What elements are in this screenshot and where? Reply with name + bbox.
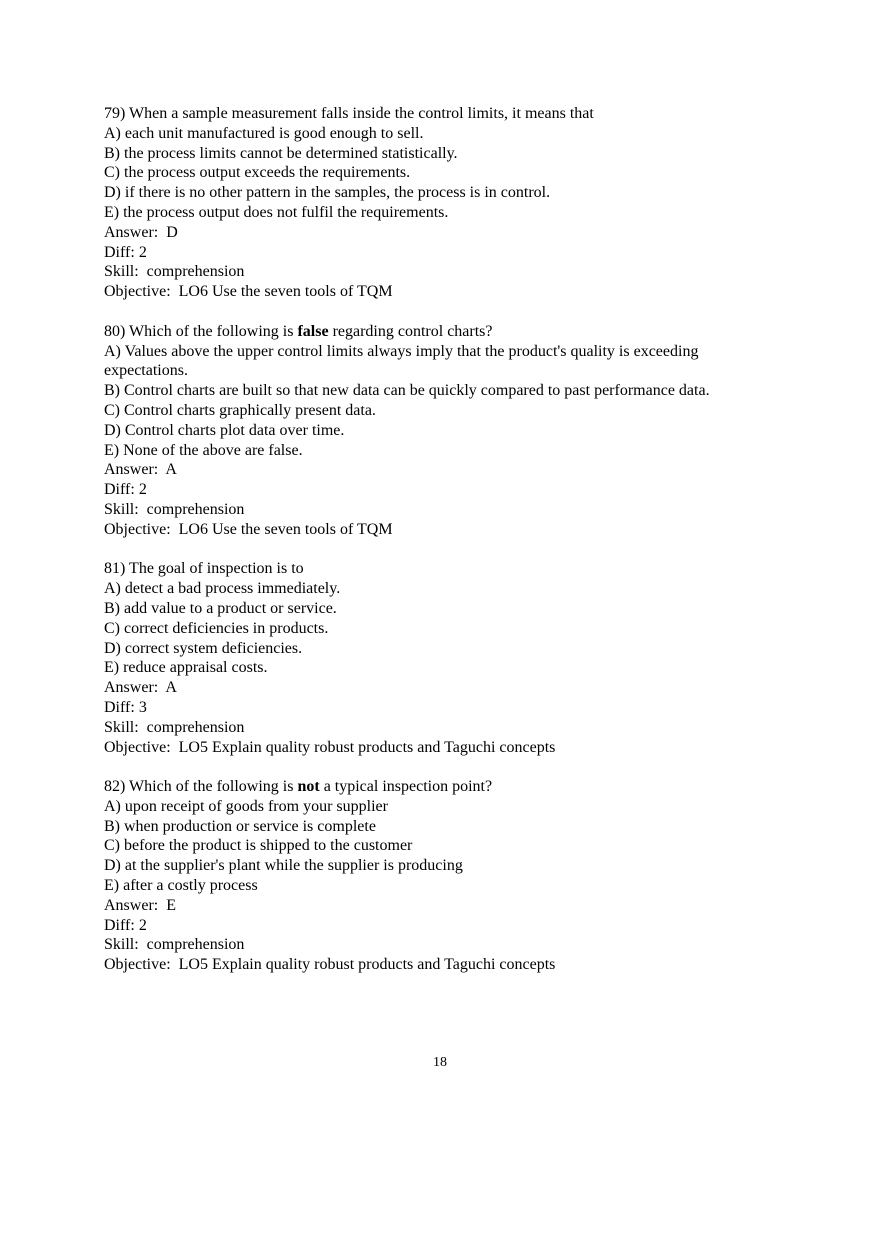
stem-emphasis: false — [297, 322, 329, 340]
objective-line: Objective: LO6 Use the seven tools of TQM — [104, 520, 393, 538]
option-c: C) the process output exceeds the requirements. — [104, 164, 411, 182]
option-b: B) Control charts are built so that new data can be quickly compared to past performance data. — [104, 382, 710, 400]
question-82 — [104, 777, 784, 975]
option-d: D) correct system deficiencies. — [104, 639, 303, 657]
option-a-continued: expectations. — [104, 362, 188, 380]
difficulty-line: Diff: 2 — [104, 481, 147, 499]
option-e: E) after a costly process — [104, 877, 258, 895]
option-c: C) Control charts graphically present data. — [104, 401, 376, 419]
stem-emphasis: not — [297, 778, 320, 796]
question-spacer — [104, 302, 784, 322]
option-b: B) the process limits cannot be determined statistically. — [104, 144, 458, 162]
option-c: C) correct deficiencies in products. — [104, 619, 329, 637]
stem-text-end: regarding control charts? — [328, 322, 493, 340]
stem-text: 81) The goal of inspection is to — [104, 560, 304, 578]
option-d: D) Control charts plot data over time. — [104, 421, 345, 439]
objective-line: Objective: LO5 Explain quality robust products and Taguchi concepts — [104, 738, 556, 756]
answer-line: Answer: E — [104, 896, 176, 914]
stem-text: 79) When a sample measurement falls inside the control limits, it means that — [104, 105, 594, 122]
question-stem — [104, 104, 784, 124]
stem-text: 80) Which of the following is — [104, 322, 298, 340]
question-stem — [104, 559, 784, 579]
option-e: E) reduce appraisal costs. — [104, 659, 268, 677]
option-a: A) detect a bad process immediately. — [104, 580, 341, 598]
skill-line: Skill: comprehension — [104, 263, 245, 281]
question-spacer — [104, 540, 784, 560]
stem-text: 82) Which of the following is — [104, 778, 298, 796]
question-list — [104, 104, 784, 975]
option-a: A) Values above the upper control limits always imply that the product's quality is exceeding — [104, 342, 699, 360]
option-b: B) when production or service is complete — [104, 817, 376, 835]
page-number: 18 — [433, 1055, 447, 1070]
skill-line: Skill: comprehension — [104, 718, 245, 736]
option-e: E) the process output does not fulfil the requirements. — [104, 203, 449, 221]
question-81 — [104, 559, 784, 757]
option-a: A) upon receipt of goods from your supplier — [104, 797, 388, 815]
question-80 — [104, 322, 784, 540]
question-spacer — [104, 757, 784, 777]
answer-line: Answer: A — [104, 461, 177, 479]
option-d: D) at the supplier's plant while the supplier is producing — [104, 857, 463, 875]
stem-text-end: a typical inspection point? — [319, 778, 493, 796]
option-d: D) if there is no other pattern in the samples, the process is in control. — [104, 184, 551, 202]
answer-line: Answer: A — [104, 679, 177, 697]
skill-line: Skill: comprehension — [104, 936, 245, 954]
difficulty-line: Diff: 2 — [104, 916, 147, 934]
question-stem — [104, 777, 784, 797]
difficulty-line: Diff: 3 — [104, 698, 147, 716]
option-c: C) before the product is shipped to the customer — [104, 837, 413, 855]
answer-line: Answer: D — [104, 223, 178, 241]
option-b: B) add value to a product or service. — [104, 599, 337, 617]
difficulty-line: Diff: 2 — [104, 243, 147, 261]
question-stem — [104, 322, 784, 342]
objective-line: Objective: LO6 Use the seven tools of TQM — [104, 283, 393, 301]
skill-line: Skill: comprehension — [104, 500, 245, 518]
option-e: E) None of the above are false. — [104, 441, 303, 459]
question-79 — [104, 104, 784, 302]
option-a: A) each unit manufactured is good enough to sell. — [104, 124, 424, 142]
objective-line: Objective: LO5 Explain quality robust products and Taguchi concepts — [104, 956, 556, 974]
